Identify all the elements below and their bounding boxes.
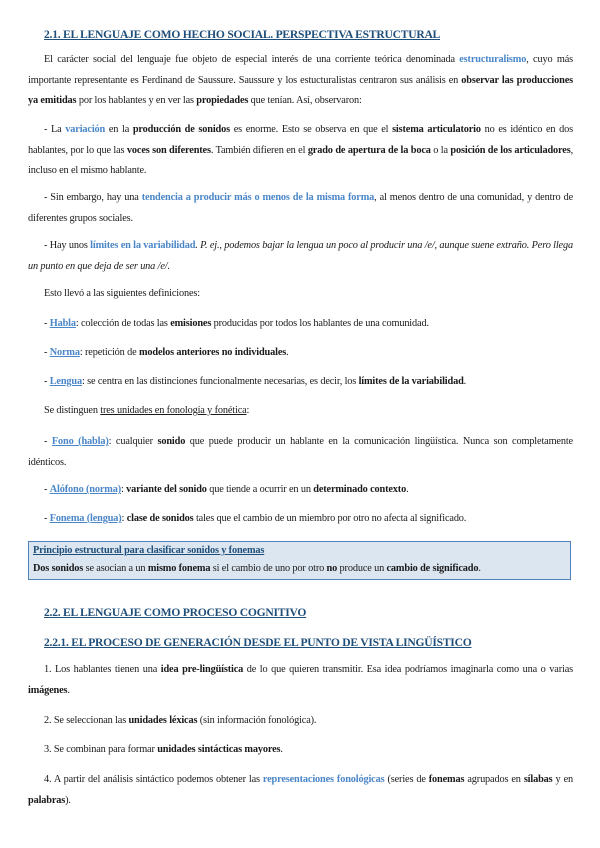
term-alofono: Alófono (norma) (49, 484, 121, 495)
heading-2-2: 2.2. EL LENGUAJE COMO PROCESO COGNITIVO (44, 606, 307, 619)
term-norma: Norma (49, 347, 80, 358)
definition-norma: - Norma: repetición de modelos anteriores no individuales. (44, 347, 289, 358)
definition-lengua: - Lengua: se centra en las distinciones funcionalmente necesarias, es decir, los límites de la variabilidad. (44, 376, 467, 387)
term-habla: Habla (49, 318, 76, 329)
step-3: 3. Se combinan para formar unidades sintácticas mayores. (44, 744, 283, 755)
term-estructuralismo: estructuralismo (459, 54, 527, 65)
principle-text: Dos sonidos se asocian a un mismo fonema si el cambio de uno por otro no produce un cambio de significado. (33, 563, 481, 574)
step-4: 4. A partir del análisis sintáctico podemos obtener las representaciones fonológicas (series de fonemas agrupados en sílabas y en palabras). (28, 774, 573, 806)
term-representaciones-fonologicas: representaciones fonológicas (262, 774, 385, 785)
paragraph-tendencia: - Sin embargo, hay una tendencia a producir más o menos de la misma forma, al menos dentro de una comunidad, y dentro de diferentes grupos sociales. (28, 192, 574, 224)
principle-callout-box (28, 541, 571, 580)
units-intro: Se distinguen tres unidades en fonología y fonética: (44, 405, 250, 416)
term-variacion: variación (65, 124, 106, 135)
heading-2-1: 2.1. EL LENGUAJE COMO HECHO SOCIAL. PERSPECTIVA ESTRUCTURAL (44, 28, 441, 41)
definition-habla: - Habla: colección de todas las emisiones producidas por todos los hablantes de una comunidad. (44, 318, 429, 329)
step-1: 1. Los hablantes tienen una idea pre-lingüística de lo que quieren transmitir. Esa idea podríamos imaginarla como una o varias imágenes. (28, 664, 573, 696)
step-2: 2. Se seleccionan las unidades léxicas (sin información fonológica). (44, 715, 317, 726)
definition-fonema: - Fonema (lengua): clase de sonidos tales que el cambio de un miembro por otro no afecta al significado. (44, 513, 467, 524)
term-fono: Fono (habla) (51, 436, 109, 447)
definitions-intro: Esto llevó a las siguientes definiciones: (44, 288, 200, 299)
definition-alofono: - Alófono (norma): variante del sonido que tiende a ocurrir en un determinado contexto. (44, 484, 409, 495)
paragraph-variacion: - La variación en la producción de sonidos es enorme. Esto se observa en que el sistema articulatorio no es idéntico en dos hablantes, por lo que las voces son diferentes. También difieren en el grado de apertura de la boca o la posición de los articuladores, incluso en el mismo hablante. (28, 124, 574, 176)
term-limites-variabilidad: límites en la variabilidad (90, 240, 196, 251)
definition-fono: - Fono (habla): cualquier sonido que puede producir un hablante en la comunicación lingüística. Nunca son completamente idénticos. (28, 436, 573, 468)
paragraph-limites: - Hay unos límites en la variabilidad. P. ej., podemos bajar la lengua un poco al producir una /e/, aunque suene extraño. Pero llega un punto en que deja de ser una /e/. (28, 240, 573, 272)
term-tendencia: tendencia a producir más o menos de la misma forma (141, 192, 375, 203)
principle-title: Principio estructural para clasificar sonidos y fonemas (33, 545, 265, 556)
paragraph-intro: El carácter social del lenguaje fue objeto de especial interés de una corriente teórica denominada estructuralismo, cuyo más importante representante es Ferdinand de Saussure. Saussure y los estucturalistas centraron sus análisis en observar las producciones ya emitidas por los hablantes y en ver las propiedades que tenían. Así, observaron: (28, 54, 573, 106)
term-fonema: Fonema (lengua) (49, 513, 122, 524)
term-lengua: Lengua (49, 376, 83, 387)
heading-2-2-1: 2.2.1. EL PROCESO DE GENERACIÓN DESDE EL PUNTO DE VISTA LINGÜÍSTICO (44, 636, 472, 649)
